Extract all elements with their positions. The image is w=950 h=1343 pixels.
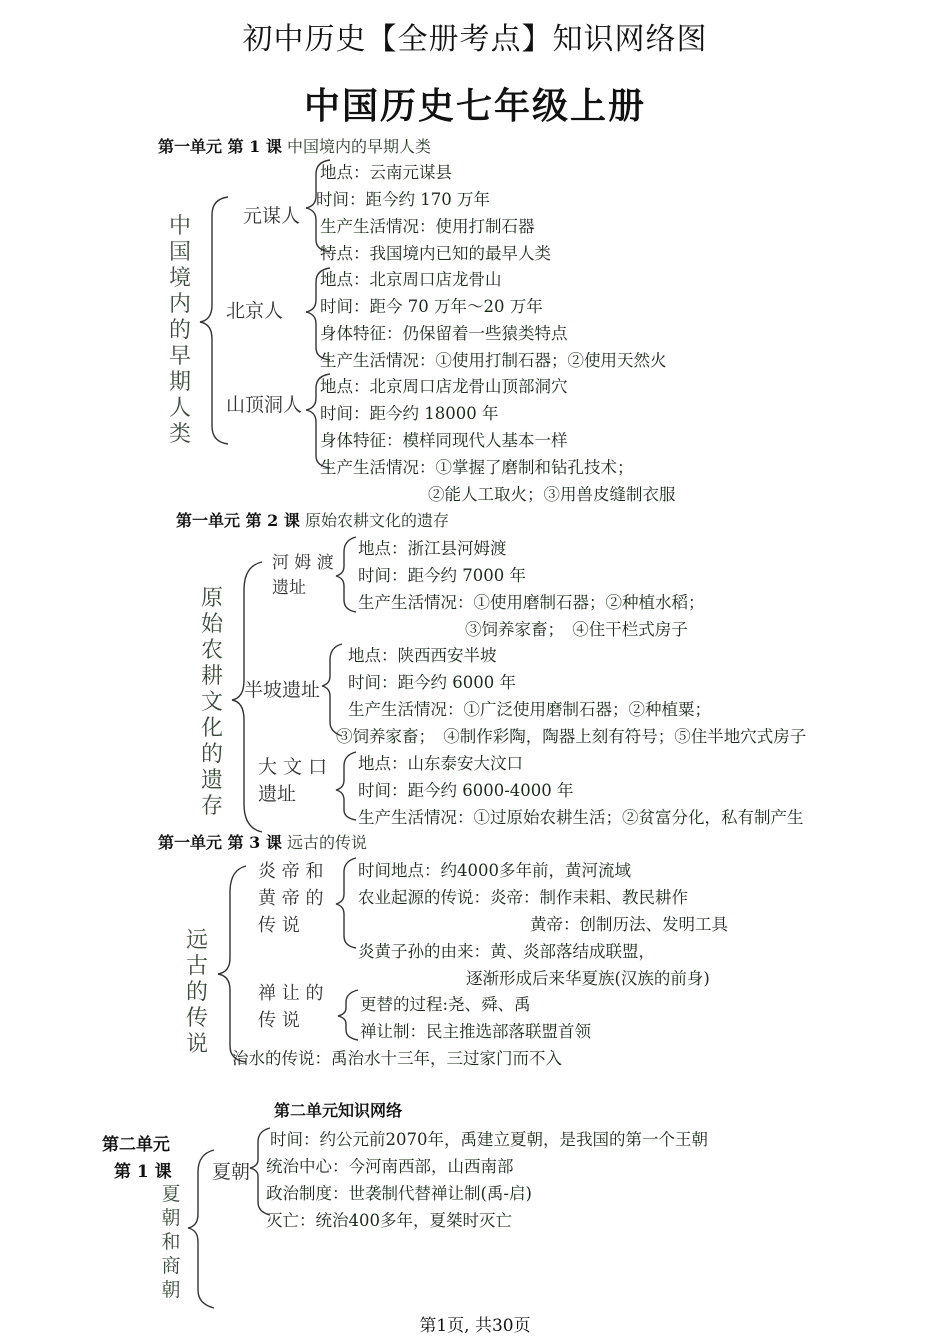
list-item: 地点：山东泰安大汶口 [358,754,523,773]
list-item: 黄帝：创制历法、发明工具 [530,915,728,934]
list-item: 地点：北京周口店龙骨山 [320,270,502,289]
list-item: 生产生活情况：①广泛使用磨制石器；②种植粟； [348,700,711,719]
node-hemudu: 河 姆 渡 遗址 [272,553,334,598]
list-item: 身体特征：模样同现代人基本一样 [320,431,568,450]
unit2-network-title: 第二单元知识网络 [274,1101,403,1120]
list-item: 身体特征：仍保留着一些猿类特点 [320,324,568,343]
list-item: ③饲养家畜； ④制作彩陶，陶器上刻有符号；⑤住半地穴式房子 [336,727,807,746]
flood-control-legend: 治水的传说：禹治水十三年，三过家门而不入 [232,1049,562,1068]
list-item: 政治制度：世袭制代替禅让制(禹-启) [266,1184,532,1203]
unit2-lesson-label: 第 1 课 [114,1162,172,1182]
list-item: ②能人工取火；③用兽皮缝制衣服 [428,485,676,504]
list-item: 时间：距今约 7000 年 [358,566,526,585]
list-item: 时间：距今约 170 万年 [316,190,490,209]
node-shanrang: 禅 让 的 传 说 [258,983,324,1031]
list-item: 时间：距今约 6000-4000 年 [358,781,574,800]
page-number: 第1页, 共30页 [419,1316,531,1336]
lesson1-heading [158,134,431,157]
unit2-label: 第二单元 [102,1135,170,1155]
node-yuanmou: 元谋人 [243,205,301,227]
list-item: 时间地点：约4000多年前，黄河流域 [358,861,631,880]
lesson3-heading-unit: 第一单元 第 3 课 [158,833,282,852]
list-item: 地点：云南元谋县 [320,163,452,182]
unit2-main-label: 夏 朝 和 商 朝 [161,1183,181,1301]
list-item: 逐渐形成后来华夏族(汉族的前身) [466,969,710,988]
list-item: 生产生活情况：①使用磨制石器；②种植水稻； [358,593,705,612]
node-xia-dynasty: 夏朝 [212,1161,251,1183]
lesson1-heading-unit: 第一单元 第 1 课 [158,137,282,156]
lesson2-heading-unit: 第一单元 第 2 课 [176,511,300,530]
list-item: 统治中心：今河南西部，山西南部 [266,1157,514,1176]
list-item: 生产生活情况：①过原始农耕生活；②贫富分化，私有制产生 [358,808,804,827]
node-banpo: 半坡遗址 [244,679,321,701]
lesson1-main-label: 中 国 境 内 的 早 期 人 类 [168,214,191,447]
lesson2-heading [176,508,449,531]
list-item: 时间：距今约 6000 年 [348,673,516,692]
list-item: 禅让制：民主推选部落联盟首领 [360,1022,591,1041]
list-item: 农业起源的传说：炎帝：制作耒耜、教民耕作 [358,888,688,907]
list-item: 地点：浙江县河姆渡 [358,539,507,558]
list-item: 地点：陕西西安半坡 [348,646,497,665]
grade-title: 中国历史七年级上册 [303,85,646,127]
list-item: 炎黄子孙的由来：黄、炎部落结成联盟， [358,942,655,961]
list-item: ③饲养家畜； ④住干栏式房子 [465,620,688,639]
document-title: 初中历史【全册考点】知识网络图 [242,22,708,57]
list-item: 生产生活情况：使用打制石器 [320,217,535,236]
lesson1-heading-title: 中国境内的早期人类 [286,137,431,156]
lesson3-main-label: 远 古 的 传 说 [185,928,208,1057]
node-shandingdong: 山顶洞人 [226,394,303,416]
node-yandi-huangdi: 炎 帝 和 黄 帝 的 传 说 [258,861,324,936]
list-item: 生产生活情况：①使用打制石器；②使用天然火 [320,351,667,370]
list-item: 生产生活情况：①掌握了磨制和钻孔技术； [320,458,634,477]
list-item: 时间：距今约 18000 年 [320,404,499,423]
list-item: 地点：北京周口店龙骨山顶部洞穴 [320,377,568,396]
lesson3-heading [158,830,367,853]
list-item: 时间：距今 70 万年～20 万年 [320,297,543,316]
list-item: 更替的过程:尧、舜、禹 [360,995,531,1014]
lesson3-heading-title: 远古的传说 [286,833,367,852]
list-item: 时间：约公元前2070年，禹建立夏朝，是我国的第一个王朝 [270,1130,708,1149]
node-beijing: 北京人 [226,300,284,322]
node-dawenkou: 大 文 口 遗址 [258,756,328,805]
lesson2-main-label: 原 始 农 耕 文 化 的 遗 存 [200,586,223,819]
list-item: 灭亡：统治400多年，夏桀时灭亡 [266,1211,512,1230]
lesson2-heading-title: 原始农耕文化的遗存 [304,511,449,530]
list-item: 特点：我国境内已知的最早人类 [320,244,551,263]
